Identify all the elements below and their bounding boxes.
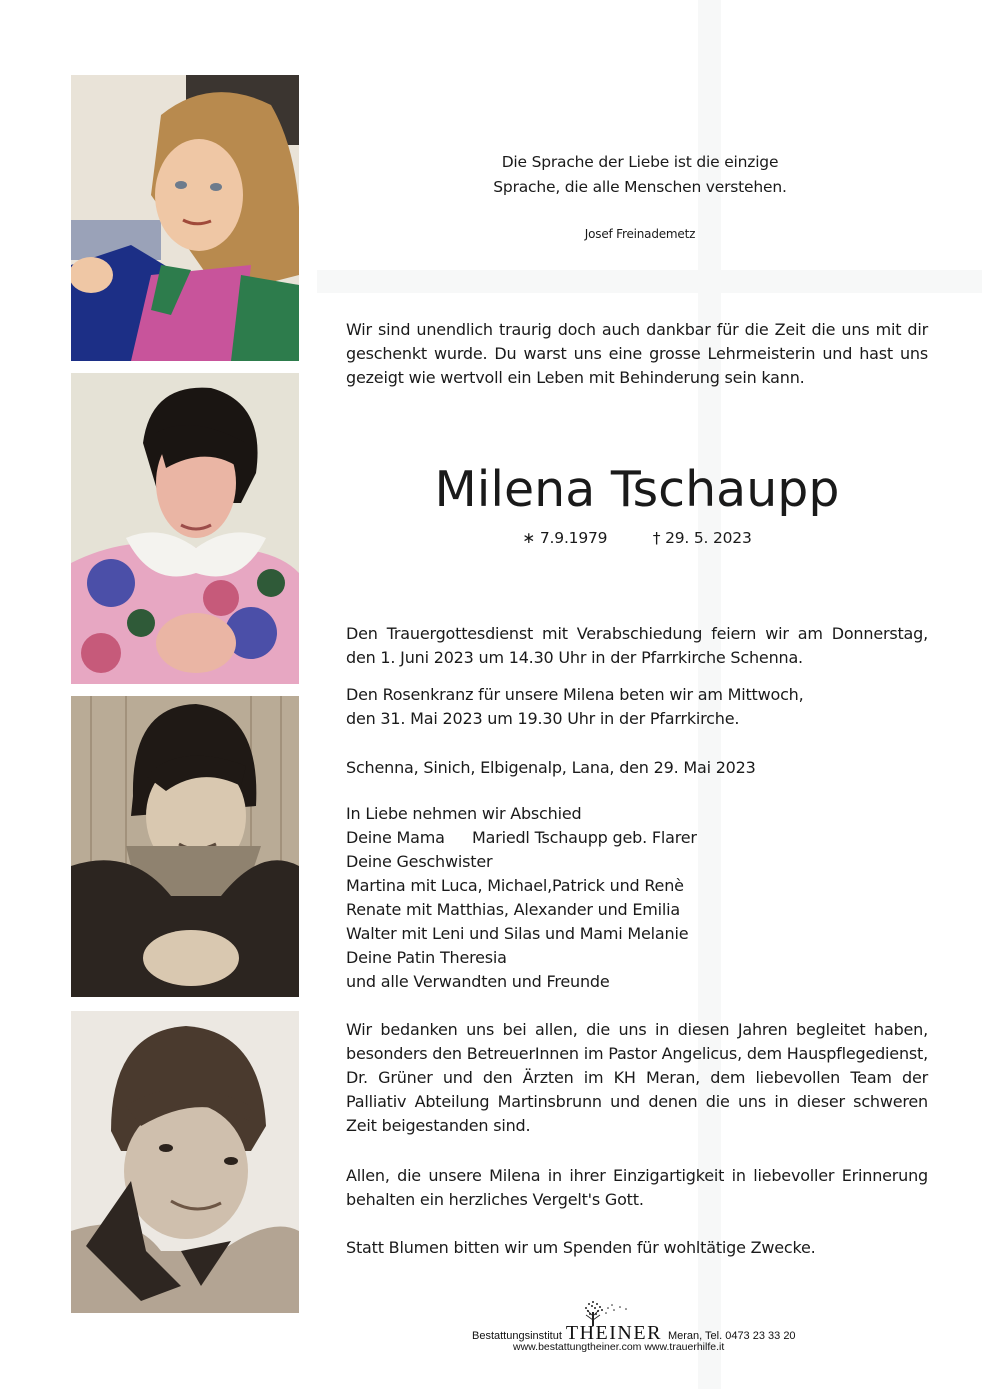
memory-paragraph: Allen, die unsere Milena in ihrer Einzigartigkeit in liebevoller Erinnerung behalten ein herzliches Vergelt's Gott.: [346, 1166, 928, 1209]
quote-line-1: Die Sprache der Liebe ist die einzige: [501, 153, 779, 171]
cross-watermark-horizontal: [317, 270, 982, 293]
others-line: und alle Verwandten und Freunde: [346, 972, 610, 991]
death-cross-icon: †: [652, 529, 661, 547]
birth-date: 7.9.1979: [539, 529, 608, 547]
flowers-note: Statt Blumen bitten wir um Spenden für wohltätige Zwecke.: [346, 1238, 816, 1257]
sibling-line: Martina mit Luca, Michael,Patrick und Renè: [346, 876, 684, 895]
quote: [380, 150, 900, 200]
footer-brand: THEINER: [565, 1322, 662, 1344]
thanks-paragraph: Wir bedanken uns bei allen, die uns in diesen Jahren begleitet haben, besonders den BetreuerInnen im Pastor Angelicus, dem Hauspflegedienst, Dr. Grüner und den Ärzten im KH Meran, dem liebevollen Team der Palliativ Abteilung Martinsbrunn und denen die uns in dieser schweren Zeit beigestanden sind.: [346, 1020, 928, 1135]
footer-websites[interactable]: www.bestattungtheiner.com www.trauerhilfe.it: [513, 1341, 725, 1353]
sibling-line: Walter mit Leni und Silas und Mami Melanie: [346, 924, 689, 943]
place-date: Schenna, Sinich, Elbigenalp, Lana, den 29. Mai 2023: [346, 758, 756, 777]
funeral-service-text: Den Trauergottesdienst mit Verabschiedung feiern wir am Donnerstag, den 1. Juni 2023 um 14.30 Uhr in der Pfarrkirche Schenna.: [346, 624, 928, 667]
deceased-name: Milena Tschaupp: [434, 461, 840, 518]
photo-2: [71, 373, 299, 684]
quote-author: Josef Freinademetz: [584, 227, 696, 241]
photo-1: [71, 75, 299, 361]
footer-prefix: Bestattungsinstitut: [472, 1330, 562, 1342]
footer-contact: Meran, Tel. 0473 23 33 20: [667, 1330, 796, 1342]
siblings-heading: Deine Geschwister: [346, 852, 493, 871]
sibling-line: Renate mit Matthias, Alexander und Emilia: [346, 900, 681, 919]
mourners-heading: In Liebe nehmen wir Abschied: [346, 804, 582, 823]
mama-name: Mariedl Tschaupp geb. Flarer: [472, 828, 697, 847]
godmother-line: Deine Patin Theresia: [346, 948, 507, 967]
rosary-text: Den Rosenkranz für unsere Milena beten wir am Mittwoch, den 31. Mai 2023 um 19.30 Uhr in der Pfarrkirche.: [346, 685, 804, 728]
photo-3: [71, 696, 299, 997]
intro-paragraph: Wir sind unendlich traurig doch auch dankbar für die Zeit die uns mit dir geschenkt wurde. Du warst uns eine grosse Lehrmeisterin und hast uns gezeigt wie wertvoll ein Leben mit Behinderung sein kann.: [346, 320, 928, 387]
mourner-mama: [346, 826, 697, 850]
death-date: 29. 5. 2023: [665, 529, 752, 547]
mama-label: Deine Mama: [346, 828, 445, 847]
birth-star-icon: ∗: [522, 529, 536, 547]
quote-line-2: Sprache, die alle Menschen verstehen.: [493, 178, 787, 196]
photo-4: [71, 1011, 299, 1313]
life-dates: [346, 526, 928, 550]
